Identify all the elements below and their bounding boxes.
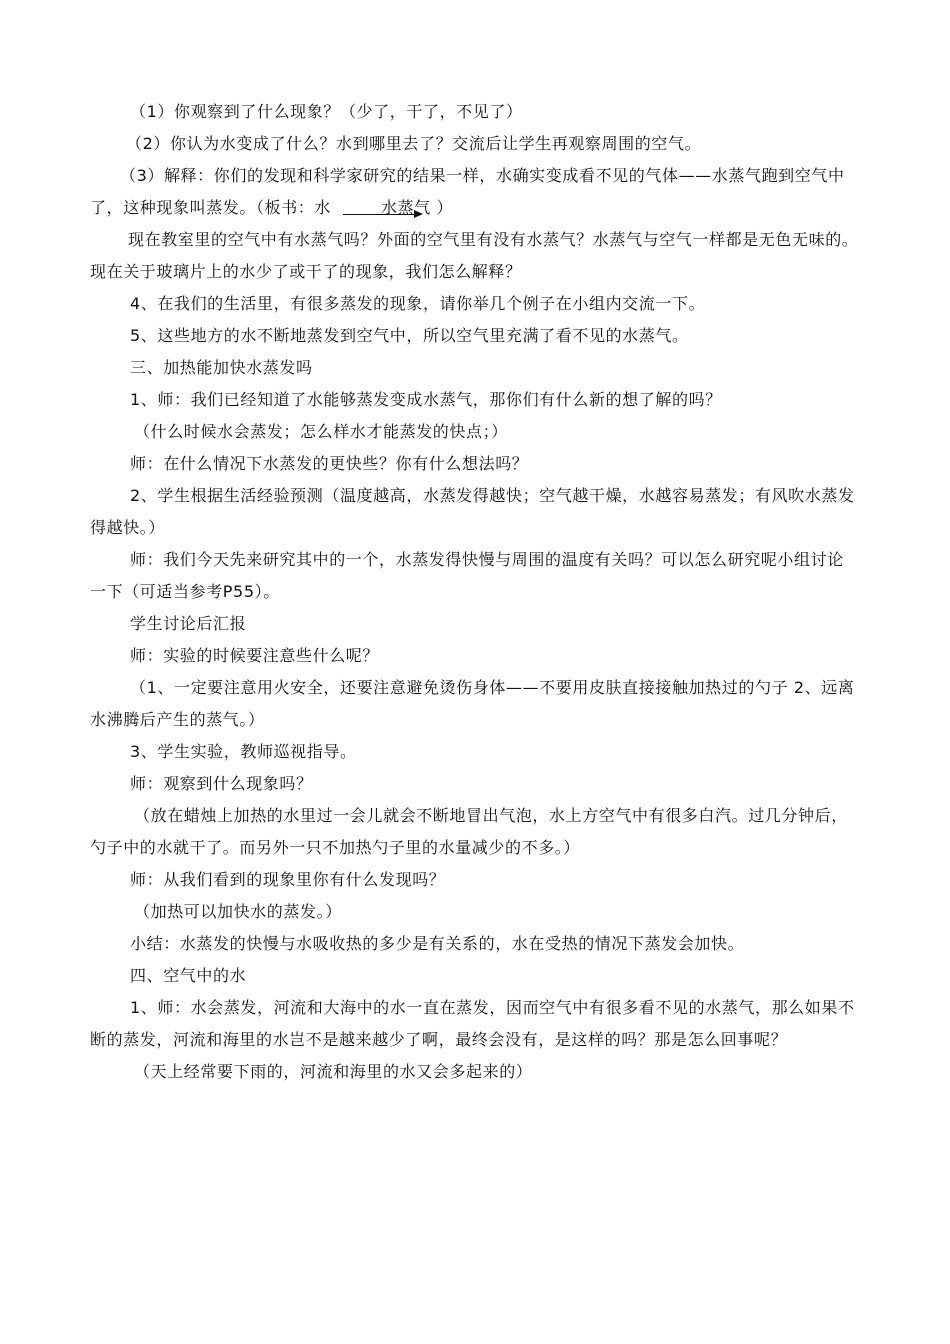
paragraph-safety-notes: （1、一定要注意用火安全，还要注意避免烫伤身体——不要用皮肤直接接触加热过的勺子 2、远离水沸腾后产生的蒸气。） (90, 678, 855, 729)
paragraph-air-water-question: 1、师：水会蒸发，河流和大海中的水一直在蒸发，因而空气中有很多看不见的水蒸气，那么如果不断的蒸发，河流和海里的水岂不是越来越少了啊，最终会没有，是这样的吗？那是怎么回事呢？ (90, 998, 855, 1049)
paragraph-safety-question: 师：实验的时候要注意些什么呢？ (130, 646, 380, 665)
paragraph-observation-question: （1）你观察到了什么现象？（少了，干了，不见了） (130, 102, 523, 121)
paragraph-teacher-1: 1、师：我们已经知道了水能够蒸发变成水蒸气，那你们有什么新的想了解的吗？ (130, 390, 722, 409)
paragraph-step-4: 4、在我们的生活里，有很多蒸发的现象，请你举几个例子在小组内交流一下。 (130, 294, 706, 313)
paragraph-discovery-question: 师：从我们看到的现象里你有什么发现吗？ (130, 870, 446, 889)
paragraph-observation-result: （放在蜡烛上加热的水里过一会儿就会不断地冒出气泡，水上方空气中有很多白汽。过几分钟后，勺子中的水就干了。而另外一只不加热勺子里的水量减少的不多。） (90, 806, 848, 857)
section-heading-4: 四、空气中的水 (130, 966, 247, 985)
explanation-text: （3）解释：你们的发现和科学家研究的结果一样，水确实变成看不见的气体——水蒸气跑到空气中了，这种现象叫蒸发。（板书：水 (90, 166, 845, 217)
paragraph-step-5: 5、这些地方的水不断地蒸发到空气中，所以空气里充满了看不见的水蒸气。 (130, 326, 689, 345)
explanation-board-text: 水蒸气 ） (381, 198, 454, 217)
arrow-icon (343, 214, 421, 216)
paragraph-step-3-experiment: 3、学生实验，教师巡视指导。 (130, 742, 357, 761)
paragraph-water-change-question: （2）你认为水变成了什么？水到哪里去了？交流后让学生再观察周围的空气。 (126, 134, 702, 153)
document-page (90, 96, 860, 1088)
paragraph-classroom-vapor: 现在教室里的空气中有水蒸气吗？外面的空气里有没有水蒸气？水蒸气与空气一样都是无色无味的。现在关于玻璃片上的水少了或干了的现象，我们怎么解释？ (90, 230, 859, 281)
paragraph-student-ideas: （什么时候水会蒸发；怎么样水才能蒸发的快点；） (134, 422, 508, 441)
paragraph-research-plan: 师：我们今天先来研究其中的一个，水蒸发得快慢与周围的温度有关吗？可以怎么研究呢小组讨论一下（可适当参考P55）。 (90, 550, 844, 601)
paragraph-summary: 小结：水蒸发的快慢与水吸收热的多少是有关系的，水在受热的情况下蒸发会加快。 (130, 934, 745, 953)
paragraph-rain-answer: （天上经常要下雨的，河流和海里的水又会多起来的） (134, 1062, 533, 1081)
section-heading-3: 三、加热能加快水蒸发吗 (130, 358, 313, 377)
paragraph-prediction: 2、学生根据生活经验预测（温度越高，水蒸发得越快；空气越干燥，水越容易蒸发；有风吹水蒸发得越快。） (90, 486, 855, 537)
paragraph-explanation (90, 160, 860, 224)
paragraph-heating-answer: （加热可以加快水的蒸发。） (134, 902, 342, 921)
paragraph-teacher-question: 师：在什么情况下水蒸发的更快些？你有什么想法吗？ (130, 454, 529, 473)
paragraph-report: 学生讨论后汇报 (130, 614, 247, 633)
paragraph-observe-question: 师：观察到什么现象吗？ (130, 774, 313, 793)
